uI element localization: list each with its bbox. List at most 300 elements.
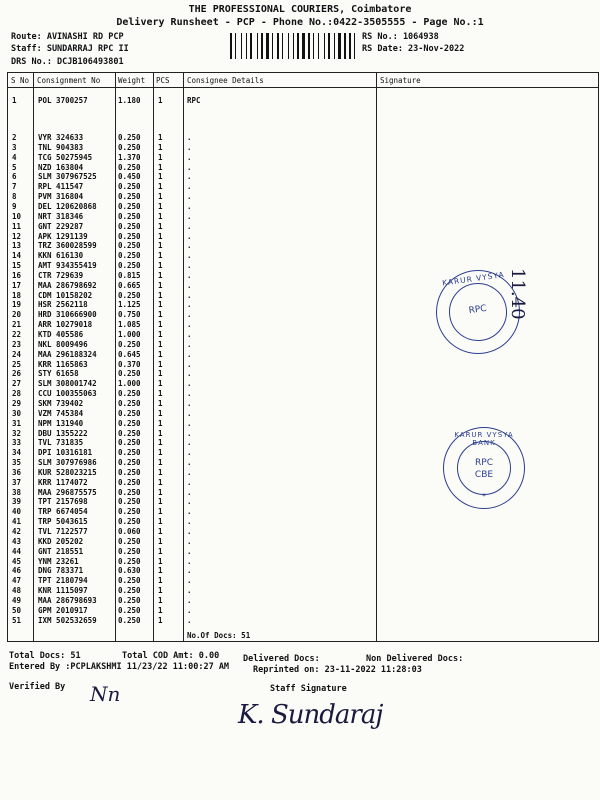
staff-signature-label: Staff Signature <box>270 684 347 694</box>
row-pcs: 1 <box>158 517 163 527</box>
row-sno: 9 <box>12 201 17 211</box>
row-consignee: . <box>187 270 192 280</box>
row-pcs: 1 <box>158 497 163 507</box>
row-sno: 49 <box>12 595 22 605</box>
row-sno: 7 <box>12 182 17 192</box>
row-pcs: 1 <box>158 231 163 241</box>
row-weight: 0.250 <box>118 369 141 379</box>
row-weight: 0.250 <box>118 339 141 349</box>
row-pcs: 1 <box>158 310 163 320</box>
row-sno: 13 <box>12 241 22 251</box>
table-row <box>0 517 600 526</box>
table-row <box>0 350 600 359</box>
table-row <box>0 222 600 231</box>
table-row <box>0 606 600 615</box>
row-consignment-no: RPL 411547 <box>38 182 84 192</box>
row-weight: 0.250 <box>118 497 141 507</box>
header-divider <box>7 87 598 88</box>
row-consignee: . <box>187 261 192 271</box>
row-consignment-no: VZM 745384 <box>38 408 84 418</box>
row-consignment-no: SLM 307976986 <box>38 458 97 468</box>
row-consignment-no: DEL 120620868 <box>38 201 97 211</box>
table-row <box>0 251 600 260</box>
row-weight: 0.250 <box>118 408 141 418</box>
row-pcs: 1 <box>158 201 163 211</box>
row-pcs: 1 <box>158 320 163 330</box>
row-consignment-no: MAA 296188324 <box>38 349 97 359</box>
row-consignee: . <box>187 586 192 596</box>
row-sno: 34 <box>12 448 22 458</box>
row-pcs: 1 <box>158 192 163 202</box>
row-consignment-no: AMT 934355419 <box>38 261 97 271</box>
row-consignment-no: IXM 502532659 <box>38 615 97 625</box>
table-row <box>0 340 600 349</box>
row-consignment-no: TPT 2157698 <box>38 497 88 507</box>
row-weight: 1.000 <box>118 330 141 339</box>
reprinted-on: Reprinted on: 23-11-2022 11:28:03 <box>253 665 422 675</box>
row-consignment-no: SLM 307967525 <box>38 172 97 182</box>
row-sno: 43 <box>12 536 22 546</box>
row-weight: 0.250 <box>118 507 141 517</box>
row-weight: 0.630 <box>118 566 141 576</box>
row-pcs: 1 <box>158 379 163 389</box>
row-consignee: . <box>187 379 192 389</box>
table-row <box>0 369 600 378</box>
table-row <box>0 527 600 536</box>
table-row <box>0 419 600 428</box>
table-row <box>0 547 600 556</box>
row-weight: 0.370 <box>118 359 141 369</box>
company-title: THE PROFESSIONAL COURIERS, Coimbatore <box>188 4 412 15</box>
row-consignee: . <box>187 369 192 379</box>
row-consignee: . <box>187 556 192 566</box>
row-consignee: . <box>187 172 192 182</box>
row-pcs: 1 <box>158 605 163 615</box>
row-sno: 8 <box>12 192 17 202</box>
row-sno: 33 <box>12 438 22 448</box>
row-weight: 0.250 <box>118 133 141 142</box>
row-sno: 15 <box>12 261 22 271</box>
row-pcs: 1 <box>158 211 163 221</box>
row-sno: 25 <box>12 359 22 369</box>
row-consignment-no: CDM 10158202 <box>38 290 93 300</box>
row-sno: 17 <box>12 280 22 290</box>
row-pcs: 1 <box>158 162 163 172</box>
row-consignee: . <box>187 428 192 438</box>
row-pcs: 1 <box>158 96 163 105</box>
row-weight: 0.250 <box>118 418 141 428</box>
table-row <box>0 389 600 398</box>
row-weight: 0.250 <box>118 389 141 399</box>
no-of-docs: No.Of Docs: 51 <box>187 631 251 640</box>
table-row <box>0 163 600 172</box>
row-weight: 0.750 <box>118 310 141 320</box>
table-row <box>0 616 600 625</box>
table-row <box>0 566 600 575</box>
row-weight: 0.645 <box>118 349 141 359</box>
row-consignee: . <box>187 241 192 251</box>
row-consignee: . <box>187 615 192 625</box>
row-consignment-no: DNG 783371 <box>38 566 84 576</box>
row-pcs: 1 <box>158 300 163 310</box>
row-weight: 0.250 <box>118 290 141 300</box>
row-consignee: . <box>187 487 192 497</box>
row-weight: 0.250 <box>118 615 141 625</box>
column-header-sno: S No <box>11 76 30 85</box>
row-weight: 0.250 <box>118 536 141 546</box>
table-row <box>0 96 600 105</box>
row-consignment-no: STY 61658 <box>38 369 79 379</box>
row-weight: 1.125 <box>118 300 141 310</box>
row-consignment-no: TCG 50275945 <box>38 152 93 162</box>
row-consignment-no: KRR 1174072 <box>38 477 88 487</box>
row-weight: 0.250 <box>118 517 141 527</box>
row-pcs: 1 <box>158 458 163 468</box>
stamp-1-text: KARUR VYSYA <box>441 269 506 288</box>
row-pcs: 1 <box>158 595 163 605</box>
row-consignee: . <box>187 595 192 605</box>
row-pcs: 1 <box>158 359 163 369</box>
row-consignment-no: NZD 163804 <box>38 162 84 172</box>
row-consignment-no: KTD 405586 <box>38 330 84 339</box>
row-consignment-no: NRT 318346 <box>38 211 84 221</box>
row-pcs: 1 <box>158 527 163 536</box>
row-sno: 12 <box>12 231 22 241</box>
row-weight: 0.250 <box>118 162 141 172</box>
row-sno: 14 <box>12 251 22 261</box>
row-sno: 30 <box>12 408 22 418</box>
row-weight: 0.665 <box>118 280 141 290</box>
row-sno: 10 <box>12 211 22 221</box>
row-consignment-no: KNR 1115097 <box>38 586 88 596</box>
row-weight: 0.250 <box>118 201 141 211</box>
row-weight: 0.250 <box>118 182 141 192</box>
row-weight: 0.250 <box>118 576 141 586</box>
table-row <box>0 596 600 605</box>
row-consignee: . <box>187 546 192 556</box>
row-pcs: 1 <box>158 477 163 487</box>
row-consignment-no: SKM 739402 <box>38 398 84 408</box>
row-sno: 22 <box>12 330 22 339</box>
row-sno: 51 <box>12 615 22 625</box>
row-consignment-no: TRP 5043615 <box>38 517 88 527</box>
row-consignment-no: PVM 316804 <box>38 192 84 202</box>
row-pcs: 1 <box>158 615 163 625</box>
row-sno: 36 <box>12 467 22 477</box>
row-weight: 0.250 <box>118 428 141 438</box>
row-sno: 29 <box>12 398 22 408</box>
row-pcs: 1 <box>158 241 163 251</box>
table-row <box>0 360 600 369</box>
row-sno: 2 <box>12 133 17 142</box>
row-consignee: . <box>187 418 192 428</box>
row-weight: 0.250 <box>118 211 141 221</box>
row-sno: 31 <box>12 418 22 428</box>
row-consignment-no: GPM 2010917 <box>38 605 88 615</box>
row-sno: 46 <box>12 566 22 576</box>
row-sno: 5 <box>12 162 17 172</box>
row-consignment-no: TNL 904383 <box>38 142 84 152</box>
table-row <box>0 202 600 211</box>
row-consignee: . <box>187 310 192 320</box>
stamp-2-star: * <box>482 492 486 501</box>
row-consignment-no: TPT 2180794 <box>38 576 88 586</box>
row-sno: 27 <box>12 379 22 389</box>
row-consignee: . <box>187 527 192 536</box>
row-weight: 0.250 <box>118 231 141 241</box>
column-header-signature: Signature <box>380 76 421 85</box>
row-sno: 48 <box>12 586 22 596</box>
column-header-consignee: Consignee Details <box>187 76 264 85</box>
row-consignee: . <box>187 152 192 162</box>
row-consignee: . <box>187 320 192 330</box>
row-consignee: . <box>187 438 192 448</box>
row-consignee: . <box>187 359 192 369</box>
row-consignee: . <box>187 398 192 408</box>
row-sno: 4 <box>12 152 17 162</box>
row-pcs: 1 <box>158 280 163 290</box>
row-pcs: 1 <box>158 556 163 566</box>
column-header-weight: Weight <box>118 76 146 85</box>
row-sno: 6 <box>12 172 17 182</box>
row-consignee: . <box>187 389 192 399</box>
row-consignee: . <box>187 192 192 202</box>
row-weight: 1.180 <box>118 96 141 105</box>
row-weight: 1.085 <box>118 320 141 330</box>
row-consignment-no: GNT 218551 <box>38 546 84 556</box>
row-sno: 50 <box>12 605 22 615</box>
row-pcs: 1 <box>158 576 163 586</box>
row-consignee: . <box>187 536 192 546</box>
row-pcs: 1 <box>158 251 163 261</box>
row-consignee: . <box>187 182 192 192</box>
row-sno: 24 <box>12 349 22 359</box>
row-weight: 0.250 <box>118 241 141 251</box>
row-sno: 19 <box>12 300 22 310</box>
row-consignment-no: KRR 1165863 <box>38 359 88 369</box>
row-sno: 16 <box>12 270 22 280</box>
row-sno: 32 <box>12 428 22 438</box>
row-consignment-no: MAA 286798692 <box>38 280 97 290</box>
table-row <box>0 399 600 408</box>
row-weight: 0.060 <box>118 527 141 536</box>
row-pcs: 1 <box>158 261 163 271</box>
row-pcs: 1 <box>158 349 163 359</box>
row-consignee: RPC <box>187 96 201 105</box>
row-consignee: . <box>187 497 192 507</box>
row-weight: 0.250 <box>118 261 141 271</box>
row-consignment-no: DPI 10316181 <box>38 448 93 458</box>
row-weight: 0.815 <box>118 270 141 280</box>
row-consignment-no: TVL 731835 <box>38 438 84 448</box>
row-sno: 47 <box>12 576 22 586</box>
row-sno: 28 <box>12 389 22 399</box>
table-row <box>0 153 600 162</box>
staff-label: Staff: SUNDARRAJ RPC II <box>11 44 129 54</box>
row-consignment-no: KKN 616130 <box>38 251 84 261</box>
row-consignment-no: HRD 310666900 <box>38 310 97 320</box>
stamp-1-mid: RPC <box>468 303 488 317</box>
row-weight: 0.250 <box>118 398 141 408</box>
route-label: Route: AVINASHI RD PCP <box>11 32 124 42</box>
handwritten-time: 11.40 <box>507 268 528 320</box>
row-sno: 42 <box>12 527 22 536</box>
table-row <box>0 192 600 201</box>
row-weight: 0.250 <box>118 487 141 497</box>
row-consignee: . <box>187 605 192 615</box>
row-consignee: . <box>187 507 192 517</box>
row-consignee: . <box>187 467 192 477</box>
rs-number: RS No.: 1064938 <box>362 32 439 42</box>
table-row <box>0 537 600 546</box>
row-pcs: 1 <box>158 536 163 546</box>
table-row <box>0 133 600 142</box>
total-docs: Total Docs: 51 <box>9 651 81 661</box>
row-consignment-no: YNM 23261 <box>38 556 79 566</box>
row-pcs: 1 <box>158 369 163 379</box>
row-pcs: 1 <box>158 172 163 182</box>
row-weight: 0.250 <box>118 221 141 231</box>
entered-by: Entered By :PCPLAKSHMI 11/23/22 11:00:27 AM <box>9 662 230 672</box>
row-sno: 38 <box>12 487 22 497</box>
table-row <box>0 557 600 566</box>
row-sno: 39 <box>12 497 22 507</box>
row-sno: 20 <box>12 310 22 320</box>
table-row <box>0 182 600 191</box>
row-consignment-no: CCU 100355063 <box>38 389 97 399</box>
row-pcs: 1 <box>158 330 163 339</box>
row-sno: 18 <box>12 290 22 300</box>
delivered-docs: Delivered Docs: <box>243 654 320 664</box>
row-consignee: . <box>187 330 192 339</box>
row-pcs: 1 <box>158 290 163 300</box>
row-consignment-no: TRZ 360028599 <box>38 241 97 251</box>
barcode <box>230 33 358 59</box>
row-sno: 41 <box>12 517 22 527</box>
row-pcs: 1 <box>158 428 163 438</box>
bank-stamp-2 <box>443 427 525 509</box>
row-pcs: 1 <box>158 408 163 418</box>
row-pcs: 1 <box>158 467 163 477</box>
row-consignee: . <box>187 280 192 290</box>
row-consignment-no: HSR 2562118 <box>38 300 88 310</box>
row-consignee: . <box>187 300 192 310</box>
row-sno: 40 <box>12 507 22 517</box>
row-consignment-no: TVL 7122577 <box>38 527 88 536</box>
table-row <box>0 232 600 241</box>
row-consignee: . <box>187 133 192 142</box>
table-row <box>0 576 600 585</box>
table-row <box>0 241 600 250</box>
row-weight: 0.250 <box>118 192 141 202</box>
row-consignee: . <box>187 448 192 458</box>
row-sno: 35 <box>12 458 22 468</box>
row-consignee: . <box>187 458 192 468</box>
row-consignment-no: VYR 324633 <box>38 133 84 142</box>
row-consignee: . <box>187 231 192 241</box>
row-pcs: 1 <box>158 418 163 428</box>
row-pcs: 1 <box>158 152 163 162</box>
row-weight: 0.250 <box>118 448 141 458</box>
row-pcs: 1 <box>158 389 163 399</box>
row-weight: 0.250 <box>118 595 141 605</box>
row-consignment-no: ARR 10279018 <box>38 320 93 330</box>
row-weight: 0.250 <box>118 438 141 448</box>
rs-date: RS Date: 23-Nov-2022 <box>362 44 465 54</box>
non-delivered-docs: Non Delivered Docs: <box>366 654 464 664</box>
row-weight: 0.250 <box>118 458 141 468</box>
row-consignee: . <box>187 162 192 172</box>
row-consignee: . <box>187 211 192 221</box>
row-consignment-no: MAA 286798693 <box>38 595 97 605</box>
stamp-2-line1: RPC <box>475 458 493 468</box>
drs-number: DRS No.: DCJB106493801 <box>11 57 124 67</box>
row-weight: 0.250 <box>118 586 141 596</box>
row-pcs: 1 <box>158 586 163 596</box>
row-pcs: 1 <box>158 398 163 408</box>
row-pcs: 1 <box>158 487 163 497</box>
row-pcs: 1 <box>158 566 163 576</box>
row-weight: 0.250 <box>118 142 141 152</box>
row-pcs: 1 <box>158 546 163 556</box>
row-pcs: 1 <box>158 270 163 280</box>
row-consignee: . <box>187 251 192 261</box>
table-row <box>0 586 600 595</box>
row-sno: 3 <box>12 142 17 152</box>
row-consignee: . <box>187 201 192 211</box>
row-pcs: 1 <box>158 182 163 192</box>
row-weight: 0.250 <box>118 467 141 477</box>
column-header-consignment: Consignment No <box>37 76 101 85</box>
row-sno: 1 <box>12 96 17 105</box>
row-consignee: . <box>187 221 192 231</box>
row-pcs: 1 <box>158 448 163 458</box>
row-weight: 0.250 <box>118 605 141 615</box>
runsheet-subtitle: Delivery Runsheet - PCP - Phone No.:0422-3505555 - Page No.:1 <box>116 17 484 28</box>
row-sno: 37 <box>12 477 22 487</box>
row-sno: 26 <box>12 369 22 379</box>
row-consignee: . <box>187 290 192 300</box>
row-consignment-no: DBU 1355222 <box>38 428 88 438</box>
row-sno: 45 <box>12 556 22 566</box>
row-consignment-no: KKD 205202 <box>38 536 84 546</box>
stamp-2-text: KARUR VYSYA BANK <box>454 431 514 447</box>
row-consignee: . <box>187 566 192 576</box>
row-consignee: . <box>187 408 192 418</box>
verifier-signature: Nn <box>90 682 121 706</box>
column-header-pcs: PCS <box>156 76 170 85</box>
row-pcs: 1 <box>158 221 163 231</box>
row-consignment-no: TRP 6674054 <box>38 507 88 517</box>
table-row <box>0 409 600 418</box>
row-consignee: . <box>187 517 192 527</box>
row-consignee: . <box>187 339 192 349</box>
row-consignee: . <box>187 349 192 359</box>
table-row <box>0 143 600 152</box>
table-row <box>0 172 600 181</box>
row-weight: 0.250 <box>118 251 141 261</box>
row-pcs: 1 <box>158 133 163 142</box>
row-sno: 21 <box>12 320 22 330</box>
table-row <box>0 507 600 516</box>
table-row <box>0 379 600 388</box>
row-consignee: . <box>187 576 192 586</box>
table-row <box>0 212 600 221</box>
row-consignment-no: GNT 229287 <box>38 221 84 231</box>
row-weight: 0.450 <box>118 172 141 182</box>
row-consignment-no: KUR 528023215 <box>38 467 97 477</box>
row-weight: 0.250 <box>118 477 141 487</box>
